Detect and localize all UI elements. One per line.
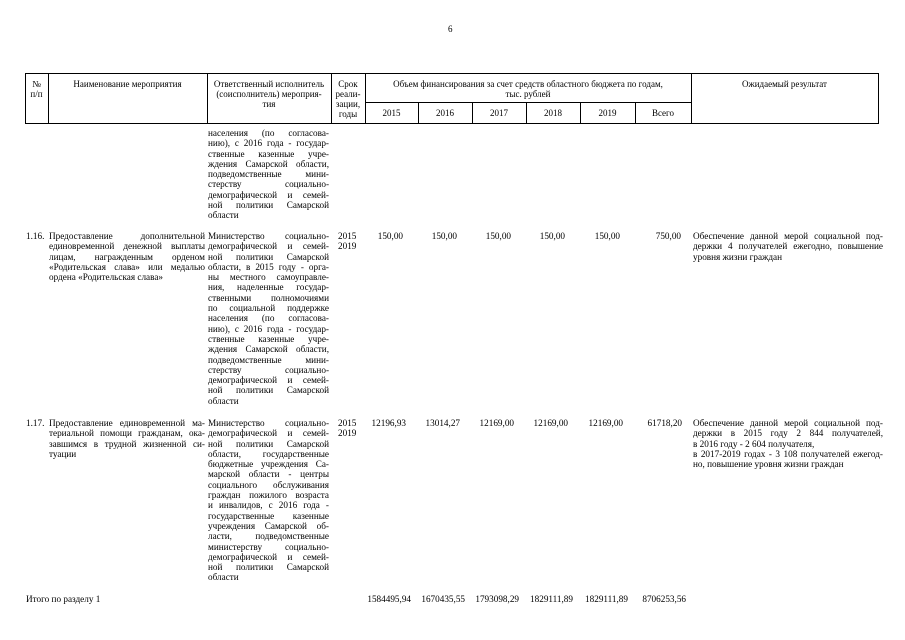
total-2019: 1829111,89 (585, 594, 628, 604)
header-result: Ожидаемый результат (742, 79, 827, 89)
value-2018: 150,00 (539, 231, 565, 241)
value-total: 750,00 (655, 231, 681, 241)
value-2015: 150,00 (377, 231, 403, 241)
total-all: 8706253,56 (642, 594, 686, 604)
total-2015: 1584495,94 (367, 594, 411, 604)
page-number: 6 (448, 24, 453, 34)
header-year: 2019 (598, 108, 617, 118)
row-term: 2015 2019 (338, 231, 357, 252)
header-year: 2015 (382, 108, 401, 118)
row-name: Предоставление дополнительной единовременной денежной выплаты лицам, награжденным орденом «Родительская слава» или медалью ордена «Родительская слава» (49, 231, 205, 283)
header-name: Наименование мероприятия (73, 79, 182, 89)
row-number: 1.17. (26, 418, 45, 428)
total-2018: 1829111,89 (530, 594, 573, 604)
value-2016: 150,00 (431, 231, 457, 241)
header-total: Всего (651, 108, 675, 118)
total-2016: 1670435,55 (421, 594, 465, 604)
continuation-executor: населения (по согласова- нию), с 2016 года - государ- ственные казенные учре- ждения Самарской области, подведомственные мини- стерству социально- демографической и семей- ной политики Самарской области (208, 128, 329, 221)
value-2015: 12196,93 (371, 418, 406, 428)
header-funding: Объем финансирования за счет средств областного бюджета по годам, тыс. рублей (393, 79, 663, 99)
row-result: Обеспечение данной мерой социальной под- держки в 2015 году 2 844 получателей, в 2016 году - 2 604 получателя, в 2017-2019 годах - 3 108 получателей ежегод- но, повышение уровня жизни граждан (693, 418, 883, 470)
value-total: 61718,20 (647, 418, 682, 428)
total-2017: 1793098,29 (475, 594, 519, 604)
value-2019: 150,00 (594, 231, 620, 241)
value-2016: 13014,27 (425, 418, 460, 428)
row-result: Обеспечение данной мерой социальной под- держки 4 получателей ежегодно, повышение уровня жизни граждан (693, 231, 883, 262)
row-name: Предоставление единовременной ма- териальной помощи гражданам, ока- завшимся в трудной жизненной си- туации (49, 418, 205, 459)
total-label: Итого по разделу 1 (26, 594, 101, 604)
header-term: Срок реали- зации, годы (335, 79, 361, 119)
row-term: 2015 2019 (338, 418, 357, 439)
row-executor: Министерство социально- демографической и семей- ной политики Самарской области, государственные бюджетные учреждения Са- марской области - центры социального обслуживания граждан пожилого возраста и инвалидов, с 2016 года - государственные казенные учреждения Самарской об- ласти, подведомственные министерству социально- демографической и семей- ной политики Самарской области (208, 418, 329, 583)
header-executor: Ответственный исполнитель (соисполнитель) мероприя- тия (213, 79, 325, 109)
header-year: 2016 (436, 108, 454, 118)
header-no: № п/п (30, 79, 43, 99)
header-year: 2018 (544, 108, 562, 118)
row-executor: Министерство социально- демографической и семей- ной политики Самарской области, в 2015 году - орга- ны местного самоуправле- ния, наделенные государ- ственными полномочиями по социальной поддержке населения (по согласова- нию), с 2016 года - государ- ственные казенные учре- ждения Самарской области, подведомственные мини- стерству социально- демографической и семей- ной политики Самарской области (208, 231, 329, 406)
row-number: 1.16. (26, 231, 45, 241)
value-2017: 150,00 (485, 231, 511, 241)
value-2018: 12169,00 (533, 418, 568, 428)
header-year: 2017 (490, 108, 508, 118)
value-2019: 12169,00 (588, 418, 623, 428)
value-2017: 12169,00 (479, 418, 514, 428)
